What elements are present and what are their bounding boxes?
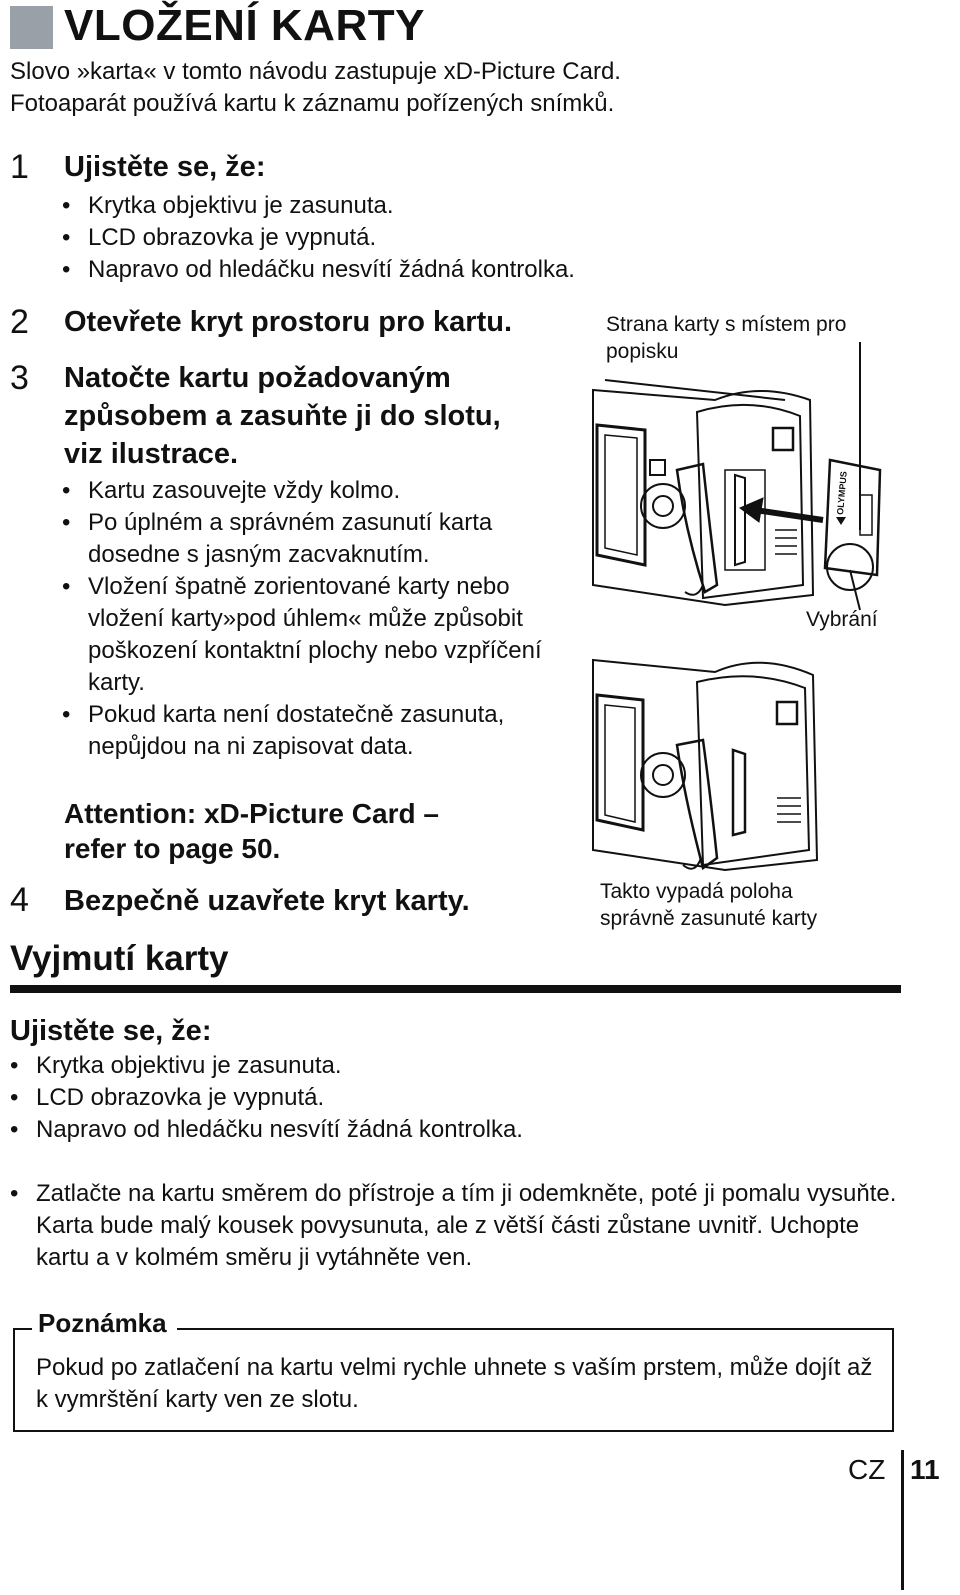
title-marker [10, 6, 53, 49]
list-item: • Po úplném a správném zasunutí karta dosedne s jasným zacvaknutím. [62, 507, 570, 571]
step-heading: Bezpečně uzavřete kryt karty. [64, 885, 470, 917]
note-label: Poznámka [32, 1306, 177, 1340]
step-heading-line: viz ilustrace. [64, 438, 239, 470]
caption-line: Takto vypadá poloha [600, 880, 793, 903]
section-heading-removal: Vyjmutí karty [10, 939, 229, 978]
xd-card-icon [825, 460, 880, 590]
list-item: • Krytka objektivu je zasunuta. [62, 190, 622, 222]
caption-line: popisku [606, 340, 679, 363]
card-insertion-illustration [585, 330, 915, 880]
step1-bullets [62, 190, 622, 286]
intro-line: Slovo »karta« v tomto návodu zastupuje xD-Picture Card. [10, 58, 621, 85]
step-number: 3 [10, 359, 29, 397]
note-text: Pokud po zatlačení na kartu velmi rychle uhnete s vaším prstem, může dojít až k vymrštění karty ven ze slotu. [36, 1354, 873, 1413]
list-item: • LCD obrazovka je vypnutá. [62, 222, 622, 254]
step-heading-line: způsobem a zasuňte ji do slotu, [64, 400, 501, 432]
step-heading-line: Natočte kartu požadovaným [64, 362, 451, 394]
list-item: • LCD obrazovka je vypnutá. [10, 1082, 710, 1114]
removal-subheading: Ujistěte se, že: [10, 1015, 212, 1047]
removal-instruction [10, 1178, 905, 1274]
removal-bullets [10, 1050, 710, 1146]
list-item: • Krytka objektivu je zasunuta. [10, 1050, 710, 1082]
step-heading [64, 359, 584, 473]
list-item: • Zatlačte na kartu směrem do přístroje a tím ji odemkněte, poté ji pomalu vysuňte. Karta bude malý kousek povysunuta, ale z větší části zůstane uvnitř. Uchopte kartu a v kolmém směru ji vytáhněte ven. [10, 1178, 905, 1274]
attention-line: refer to page 50. [64, 833, 281, 864]
section-divider [10, 985, 901, 993]
camera-top [593, 390, 813, 605]
caption-notch: Vybrání [806, 608, 878, 631]
list-item: • Vložení špatně zorientované karty nebo vložení karty»pod úhlem« může způsobit poškození kontaktní plochy nebo vzpříčení karty. [62, 571, 570, 699]
step-number: 2 [10, 303, 29, 341]
intro-line: Fotoaparát používá kartu k záznamu pořízených snímků. [10, 90, 615, 117]
list-item: • Napravo od hledáčku nesvítí žádná kontrolka. [10, 1114, 710, 1146]
card-brand: OLYMPUS [835, 470, 849, 516]
step-heading: Ujistěte se, že: [64, 151, 266, 183]
leader-line [605, 380, 785, 400]
attention-note [64, 796, 439, 866]
caption-inserted [600, 878, 817, 932]
list-item: • Pokud karta není dostatečně zasunuta, nepůjdou na ni zapisovat data. [62, 699, 570, 763]
page-number: 11 [910, 1454, 940, 1485]
step-number: 1 [10, 148, 29, 186]
insert-arrow-icon [740, 498, 823, 522]
footer-divider [901, 1450, 904, 1590]
step-heading: Otevřete kryt prostoru pro kartu. [64, 306, 512, 338]
list-item: • Napravo od hledáčku nesvítí žádná kontrolka. [62, 254, 622, 286]
list-item: • Kartu zasouvejte vždy kolmo. [62, 475, 570, 507]
camera-bottom [593, 660, 817, 870]
footer-language: CZ [848, 1454, 886, 1485]
step-number: 4 [10, 881, 29, 919]
page-title: VLOŽENÍ KARTY [64, 1, 425, 50]
caption-line: správně zasunuté karty [600, 907, 818, 930]
intro-text [10, 56, 621, 120]
attention-line: Attention: xD-Picture Card – [64, 798, 439, 829]
caption-line: Strana karty s místem pro [606, 313, 847, 336]
step3-bullets [62, 475, 570, 763]
